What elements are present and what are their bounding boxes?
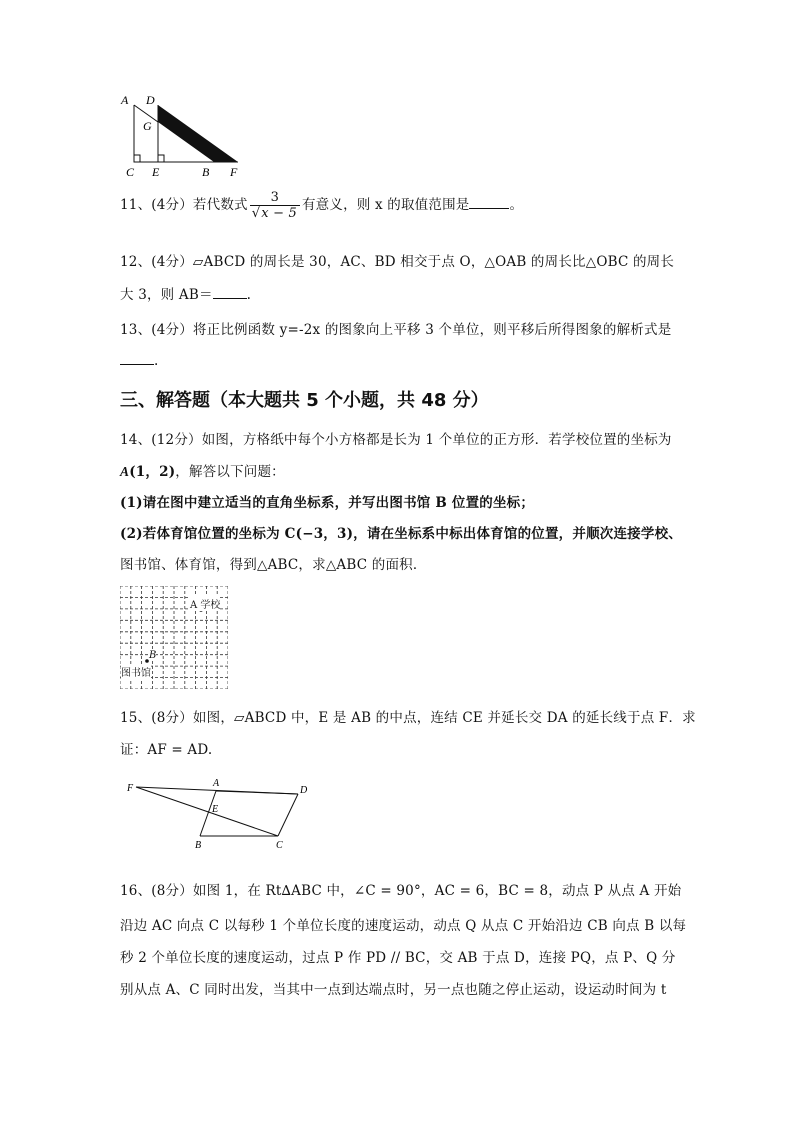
- label-B: B: [202, 165, 210, 179]
- grid-figure: [120, 586, 228, 689]
- q12-line2-end: .: [246, 287, 252, 303]
- figure-parallelogram: [122, 774, 322, 854]
- q11-prefix: 11、(4分）若代数式: [120, 197, 248, 213]
- label-A: A: [121, 93, 129, 107]
- question-15-line2: 证：AF = AD.: [120, 742, 213, 758]
- question-16-line3: 秒 2 个单位长度的速度运动，过点 P 作 PD // BC，交 AB 于点 D，连接 PQ，点 P、Q 分: [120, 950, 676, 966]
- question-12-line2: [120, 283, 251, 303]
- question-16-line2: 沿边 AC 向点 C 以每秒 1 个单位长度的速度运动，动点 Q 从点 C 开始沿边 CB 向点 B 以每: [120, 918, 687, 934]
- shaded-region: [158, 105, 238, 162]
- label-C: C: [126, 165, 135, 179]
- answer-blank-12[interactable]: [213, 298, 247, 299]
- q13-line2-end: .: [154, 353, 159, 369]
- label-E: E: [152, 165, 160, 179]
- q11-fraction: $\frac{3}{√x - 5}$: [250, 190, 300, 221]
- label-D: D: [300, 785, 308, 796]
- q14-coordinates: (1，2): [129, 464, 176, 480]
- question-15-line1: 15、(8分）如图，▱ABCD 中，E 是 AB 的中点，连结 CE 并延长交 DA 的延长线于点 F．求: [120, 710, 696, 726]
- question-13-line1: 13、(4分）将正比例函数 y=-2x 的图象向上平移 3 个单位，则平移后所得图象的解析式是: [120, 322, 672, 338]
- label-library-name: 图书馆: [121, 664, 151, 679]
- question-16-line1: 16、(8分）如图 1，在 Rt∆ABC 中，∠C = 90°，AC = 6，BC = 8，动点 P 从点 A 开始: [120, 883, 682, 899]
- figure-triangles: [118, 92, 253, 180]
- label-D: D: [146, 93, 155, 107]
- question-14-line3: (1)请在图中建立适当的直角坐标系，并写出图书馆 B 位置的坐标；: [120, 495, 535, 511]
- question-14-line4: (2)若体育馆位置的坐标为 C(−3，3)，请在坐标系中标出体育馆的位置，并顺次连接学校、: [120, 526, 682, 542]
- label-C: C: [276, 840, 283, 851]
- q11-suffix: 有意义，则 x 的取值范围是: [301, 197, 470, 213]
- q11-radicand: x − 5: [261, 206, 297, 221]
- q11-numerator: 3: [270, 190, 280, 205]
- question-14-line2: [120, 460, 285, 480]
- question-11: [120, 190, 523, 221]
- question-12-line1: 12、(4分）▱ABCD 的周长是 30，AC、BD 相交于点 O，△OAB 的周长比△OBC 的周长: [120, 254, 675, 270]
- q14-line2-rest: ，解答以下问题：: [175, 464, 285, 480]
- label-G: G: [143, 119, 152, 133]
- label-F: F: [230, 165, 238, 179]
- question-14-line1: 14、(12分）如图，方格纸中每个小方格都是长为 1 个单位的正方形．若学校位置的坐标为: [120, 432, 672, 448]
- q12-line2-prefix: 大 3，则 AB＝: [120, 287, 213, 303]
- label-A: A: [213, 778, 220, 789]
- section-heading: 三、解答题（本大题共 5 个小题，共 48 分）: [120, 390, 489, 411]
- label-F: F: [127, 783, 134, 794]
- q14-point-a: A: [120, 464, 130, 479]
- label-E: E: [212, 804, 219, 815]
- q11-end: 。: [509, 197, 524, 213]
- label-library-point: B: [149, 650, 157, 661]
- question-13-line2: [120, 353, 159, 369]
- label-B: B: [195, 840, 202, 851]
- label-school: A 学校: [190, 596, 220, 611]
- answer-blank-11[interactable]: [469, 208, 509, 209]
- question-16-line4: 别从点 A、C 同时出发，当其中一点到达端点时，另一点也随之停止运动，设运动时间为 t: [120, 982, 667, 998]
- question-14-line5: 图书馆、体育馆，得到△ABC，求△ABC 的面积．: [120, 557, 427, 573]
- answer-blank-13[interactable]: [120, 364, 154, 365]
